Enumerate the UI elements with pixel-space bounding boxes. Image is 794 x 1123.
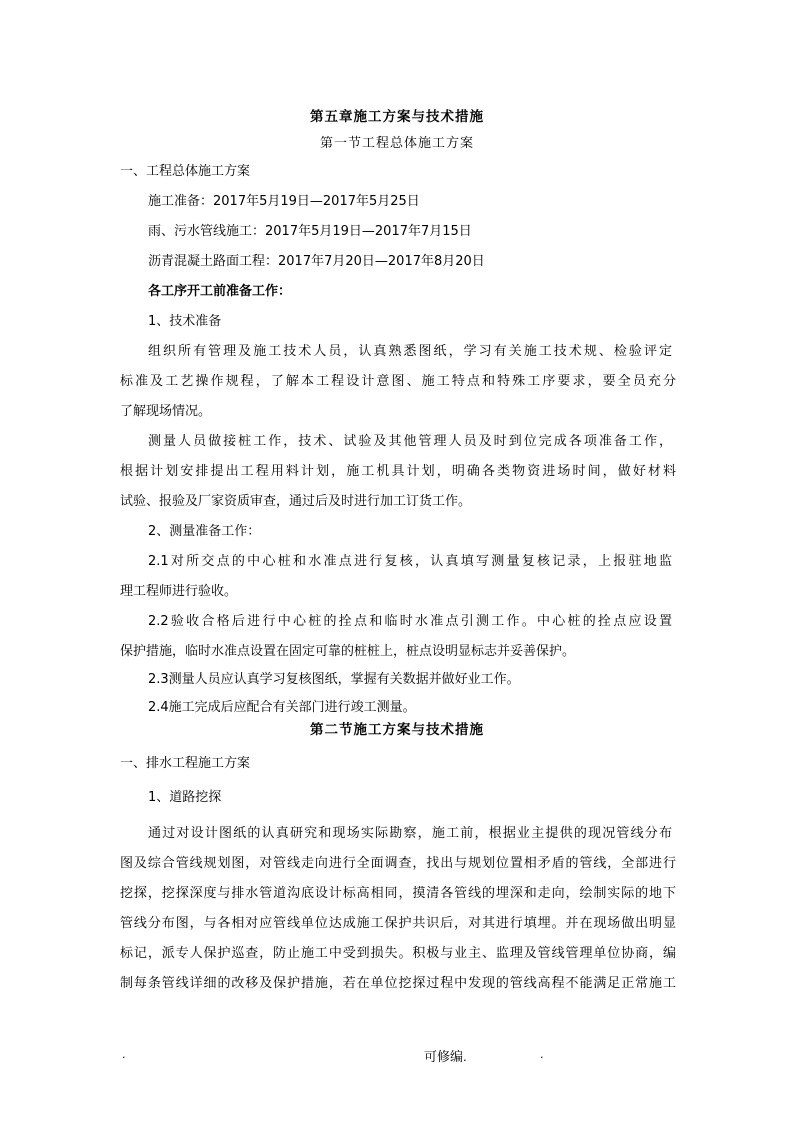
footer-text: 可修编. — [424, 1049, 467, 1064]
paragraph-line: 2.4施工完成后应配合有关部门进行竣工测量。 — [148, 700, 416, 715]
subsection-heading: 1、道路挖探 — [148, 790, 222, 805]
prep-heading: 各工序开工前准备工作： — [148, 284, 292, 299]
paragraph-line: 了解现场情况。 — [120, 404, 212, 419]
subsection-heading: 2、测量准备工作： — [148, 524, 261, 539]
paragraph-line: 2.2验收合格后进行中心桩的拴点和临时水准点引测工作。中心桩的拴点应设置 — [148, 614, 672, 629]
section-heading: 一、工程总体施工方案 — [120, 164, 251, 179]
schedule-line: 雨、污水管线施工：2017年5月19日—2017年7月15日 — [148, 224, 472, 239]
paragraph-line: 2.3测量人员应认真学习复核图纸，掌握有关数据并做好业工作。 — [148, 672, 520, 687]
chapter-title: 第五章施工方案与技术措施 — [310, 109, 484, 125]
paragraph-line: 保护措施，临时水准点设置在固定可靠的桩桩上，桩点设明显标志并妥善保护。 — [120, 644, 576, 659]
subsection-heading: 1、技术准备 — [148, 314, 222, 329]
schedule-line: 沥青混凝土路面工程：2017年7月20日—2017年8月20日 — [148, 254, 485, 269]
section-heading: 一、排水工程施工方案 — [120, 756, 251, 771]
paragraph-line: 图及综合管线规划图，对管线走向进行全面调查，找出与规划位置相矛盾的管线，全部进行 — [120, 856, 676, 871]
paragraph-line: 组织所有管理及施工技术人员，认真熟悉图纸，学习有关施工技术规、检验评定 — [148, 344, 672, 359]
footer-right-dot: . — [540, 1048, 544, 1061]
paragraph-line: 管线分布图，与各相对应管线单位达成施工保护共识后，对其进行填埋。并在现场做出明显 — [120, 916, 676, 931]
paragraph-line: 通过对设计图纸的认真研究和现场实际勘察，施工前，根据业主提供的现况管线分布 — [148, 826, 672, 841]
footer-left-dot: . — [122, 1048, 126, 1061]
paragraph-line: 挖探，挖探深度与排水管道沟底设计标高相同，摸清各管线的埋深和走向，绘制实际的地下 — [120, 886, 676, 901]
paragraph-line: 测量人员做接桩工作，技术、试验及其他管理人员及时到位完成各项准备工作， — [148, 434, 672, 449]
paragraph-line: 制每条管线详细的改移及保护措施，若在单位挖探过程中发现的管线高程不能满足正常施工 — [120, 976, 676, 991]
section-title: 第二节施工方案与技术措施 — [310, 722, 484, 738]
paragraph-line: 标记，派专人保护巡查，防止施工中受到损失。积极与业主、监理及管线管理单位协商，编 — [120, 946, 676, 961]
paragraph-line: 根据计划安排提出工程用料计划，施工机具计划，明确各类物资进场时间，做好材料 — [120, 464, 676, 479]
paragraph-line: 试验、报验及厂家资质审查，通过后及时进行加工订货工作。 — [120, 494, 472, 509]
section-title: 第一节工程总体施工方案 — [319, 136, 474, 151]
schedule-line: 施工准备：2017年5月19日—2017年5月25日 — [148, 194, 420, 209]
paragraph-line: 标准及工艺操作规程，了解本工程设计意图、施工特点和特殊工序要求，要全员充分 — [120, 374, 676, 389]
paragraph-line: 理工程师进行验收。 — [120, 584, 238, 599]
paragraph-line: 2.1对所交点的中心桩和水准点进行复核，认真填写测量复核记录，上报驻地监 — [148, 554, 672, 569]
